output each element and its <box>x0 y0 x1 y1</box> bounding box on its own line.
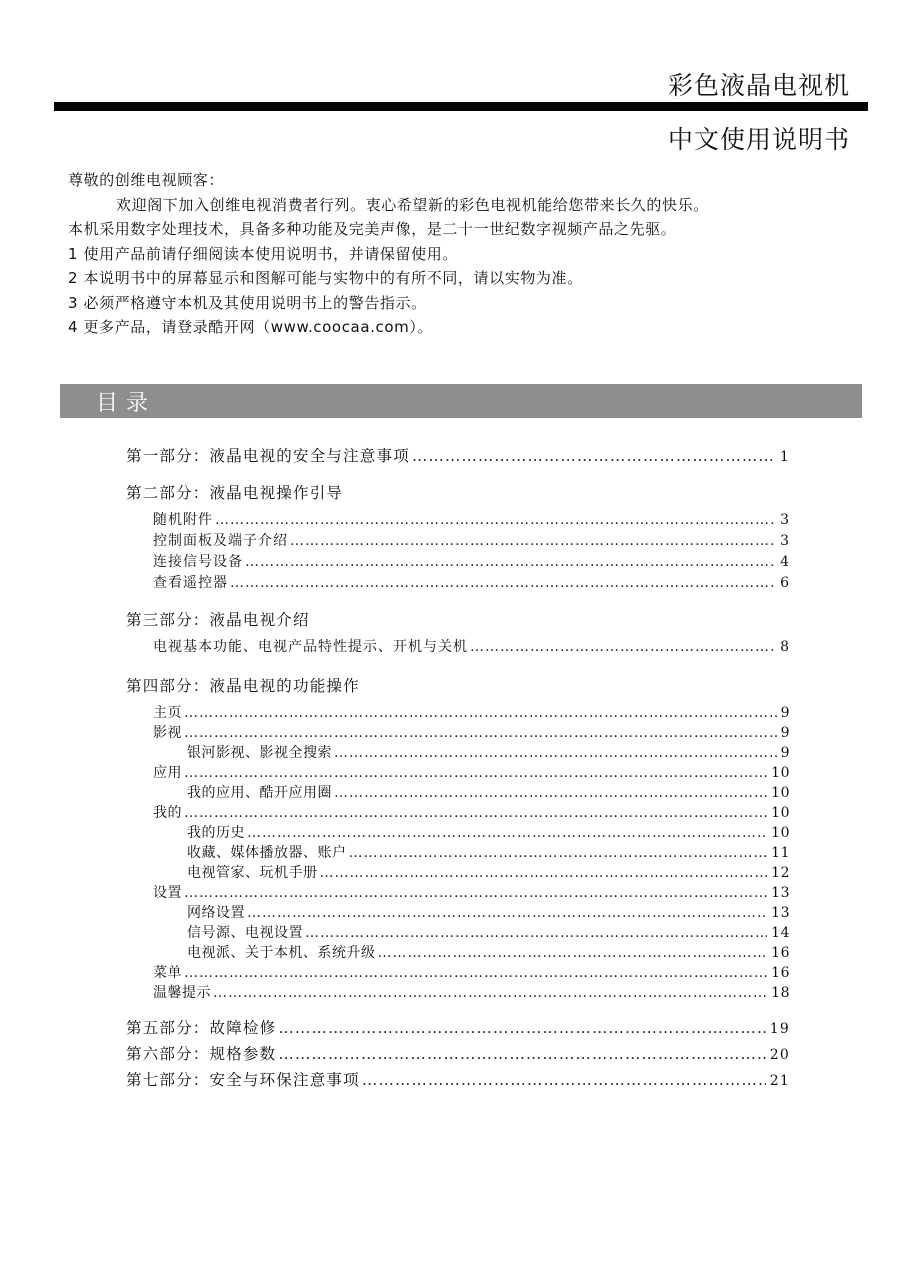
toc-entry-page: 6 <box>780 575 790 591</box>
toc-item[interactable] <box>153 551 790 571</box>
dot-leader <box>247 905 767 921</box>
dot-leader <box>362 1071 766 1089</box>
intro-welcome: 欢迎阁下加入创维电视消费者行列。衷心希望新的彩色电视机能给您带来长久的快乐。 <box>116 195 709 214</box>
toc-item[interactable] <box>153 530 790 550</box>
dot-leader <box>184 805 767 821</box>
dot-leader <box>184 725 777 741</box>
dot-leader <box>334 785 767 801</box>
toc-item[interactable] <box>187 842 790 862</box>
toc-item[interactable] <box>153 882 790 902</box>
toc-item[interactable] <box>187 942 790 962</box>
toc-item[interactable] <box>187 902 790 922</box>
intro-note: 2 本说明书中的屏幕显示和图解可能与实物中的有所不同，请以实物为准。 <box>68 269 583 287</box>
toc-part-3[interactable] <box>126 608 310 630</box>
toc-part-1[interactable] <box>126 444 790 466</box>
intro-greeting: 尊敬的创维电视顾客： <box>68 171 225 189</box>
toc-item[interactable] <box>153 802 790 822</box>
toc-entry-label: 温馨提示 <box>153 985 211 1001</box>
toc-entry-page: 12 <box>771 865 790 881</box>
toc-entry-page: 20 <box>769 1047 790 1063</box>
toc-entry-label: 连接信号设备 <box>153 554 243 570</box>
toc-entry-label: 电视基本功能、电视产品特性提示、开机与关机 <box>153 639 468 655</box>
toc-entry-label: 第二部分：液晶电视操作引导 <box>126 484 344 502</box>
toc-entry-page: 9 <box>780 725 790 741</box>
toc-entry-page: 13 <box>771 905 790 921</box>
toc-entry-label: 收藏、媒体播放器、账户 <box>187 845 347 861</box>
dot-leader <box>320 865 768 881</box>
toc-entry-page: 1 <box>779 449 790 465</box>
toc-entry-label: 第五部分：故障检修 <box>126 1019 277 1037</box>
toc-entry-page: 9 <box>780 745 790 761</box>
toc-item[interactable] <box>153 702 790 722</box>
toc-entry-page: 14 <box>771 925 790 941</box>
document-title: 彩色液晶电视机 <box>667 71 850 100</box>
toc-entry-label: 主页 <box>153 705 182 721</box>
intro-note: 1 使用产品前请仔细阅读本使用说明书，并请保留使用。 <box>68 244 458 263</box>
toc-entry-page: 18 <box>771 985 790 1001</box>
document-subtitle: 中文使用说明书 <box>667 125 850 154</box>
toc-item[interactable] <box>153 509 790 529</box>
dot-leader <box>278 1019 765 1037</box>
toc-entry-page: 16 <box>771 965 790 981</box>
toc-item[interactable] <box>153 962 790 982</box>
toc-item[interactable] <box>187 862 790 882</box>
toc-entry-page: 8 <box>780 639 790 655</box>
toc-entry-page: 3 <box>780 512 790 528</box>
toc-entry-page: 21 <box>769 1073 790 1089</box>
toc-item[interactable] <box>153 572 790 592</box>
toc-entry-label: 电视派、关于本机、系统升级 <box>187 945 376 961</box>
dot-leader <box>305 925 767 941</box>
toc-entry-label: 第三部分：液晶电视介绍 <box>126 611 310 629</box>
toc-entry-label: 查看遥控器 <box>153 575 228 591</box>
toc-item[interactable] <box>153 636 790 656</box>
toc-entry-page: 10 <box>771 805 790 821</box>
toc-entry-page: 10 <box>771 825 790 841</box>
dot-leader <box>184 705 777 721</box>
dot-leader <box>184 765 767 781</box>
toc-item[interactable] <box>187 822 790 842</box>
toc-entry-label: 电视管家、玩机手册 <box>187 865 318 881</box>
toc-entry-label: 我的历史 <box>187 825 245 841</box>
dot-leader <box>184 965 767 981</box>
dot-leader <box>349 845 768 861</box>
toc-entry-label: 影视 <box>153 725 182 741</box>
toc-entry-label: 第七部分：安全与环保注意事项 <box>126 1071 360 1089</box>
toc-entry-label: 随机附件 <box>153 512 213 528</box>
toc-entry-page: 10 <box>771 785 790 801</box>
dot-leader <box>334 745 777 761</box>
dot-leader <box>278 1045 765 1063</box>
toc-part-7[interactable] <box>126 1068 790 1090</box>
toc-entry-label: 菜单 <box>153 965 182 981</box>
dot-leader <box>247 825 767 841</box>
toc-entry-page: 3 <box>780 533 790 549</box>
toc-part-6[interactable] <box>126 1042 790 1064</box>
toc-item[interactable] <box>153 982 790 1002</box>
toc-part-4[interactable] <box>126 674 360 696</box>
dot-leader <box>215 512 776 528</box>
toc-part-2[interactable] <box>126 481 343 503</box>
toc-entry-label: 我的应用、酷开应用圈 <box>187 785 332 801</box>
toc-entry-label: 控制面板及端子介绍 <box>153 533 288 549</box>
toc-entry-label: 应用 <box>153 765 182 781</box>
toc-entry-page: 9 <box>780 705 790 721</box>
intro-note: 4 更多产品，请登录酷开网（www.coocaa.com）。 <box>68 318 434 336</box>
toc-part-5[interactable] <box>126 1016 790 1038</box>
dot-leader <box>290 533 776 549</box>
toc-heading: 目录 <box>96 391 157 416</box>
toc-item[interactable] <box>187 782 790 802</box>
dot-leader <box>230 575 776 591</box>
toc-item[interactable] <box>153 762 790 782</box>
toc-entry-page: 13 <box>771 885 790 901</box>
toc-entry-label: 第六部分：规格参数 <box>126 1045 277 1063</box>
toc-entry-page: 10 <box>771 765 790 781</box>
toc-entry-label: 银河影视、影视全搜索 <box>187 745 332 761</box>
toc-entry-label: 我的 <box>153 805 182 821</box>
dot-leader <box>412 447 776 465</box>
toc-entry-label: 第四部分：液晶电视的功能操作 <box>126 677 360 695</box>
dot-leader <box>378 945 768 961</box>
toc-entry-label: 第一部分：液晶电视的安全与注意事项 <box>126 447 410 465</box>
toc-entry-page: 19 <box>769 1021 790 1037</box>
dot-leader <box>245 554 776 570</box>
toc-entry-page: 4 <box>780 554 790 570</box>
toc-item[interactable] <box>187 742 790 762</box>
intro-tech: 本机采用数字处理技术，具备多种功能及完美声像，是二十一世纪数字视频产品之先驱。 <box>68 220 677 238</box>
dot-leader <box>470 639 776 655</box>
toc-entry-label: 网络设置 <box>187 905 245 921</box>
toc-item[interactable] <box>187 922 790 942</box>
dot-leader <box>184 885 767 901</box>
toc-entry-label: 设置 <box>153 885 182 901</box>
intro-note: 3 必须严格遵守本机及其使用说明书上的警告指示。 <box>68 293 427 312</box>
dot-leader <box>213 985 767 1001</box>
toc-entry-page: 16 <box>771 945 790 961</box>
toc-item[interactable] <box>153 722 790 742</box>
toc-entry-page: 11 <box>771 845 790 861</box>
toc-entry-label: 信号源、电视设置 <box>187 925 303 941</box>
